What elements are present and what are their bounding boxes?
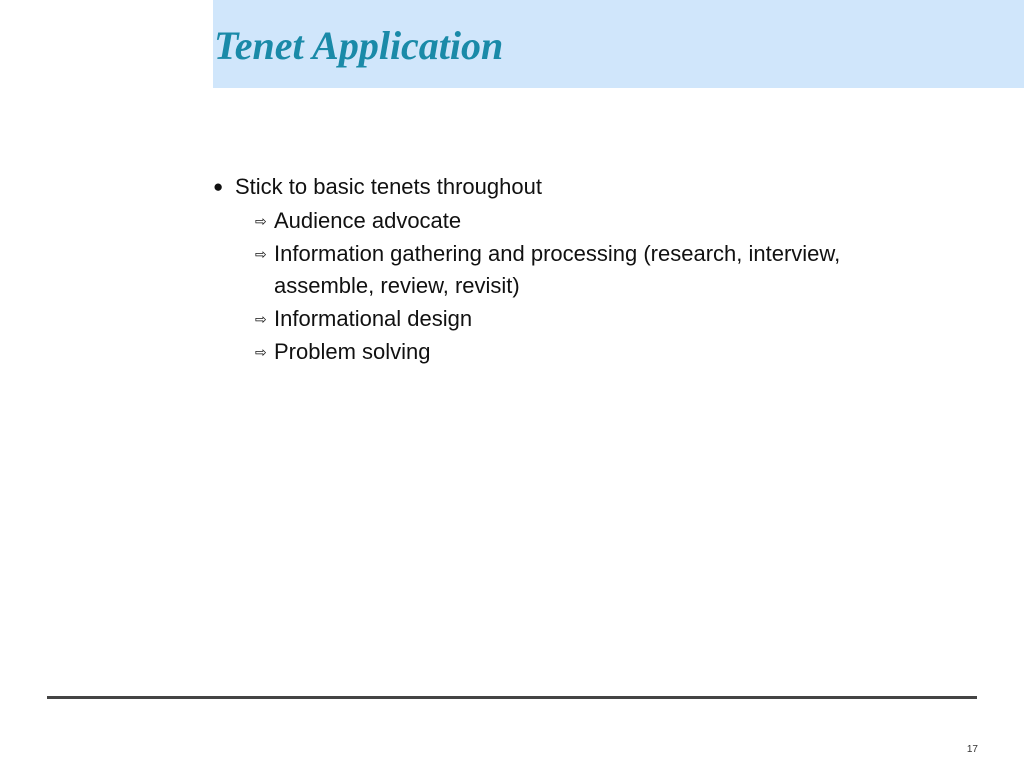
- sub-bullet-text: Information gathering and processing (research, interview, assemble, review, revisit): [274, 241, 841, 298]
- sub-bullet-item: [255, 303, 973, 335]
- page-number: 17: [966, 744, 978, 755]
- sub-bullet-item: [255, 238, 973, 302]
- arrow-right-icon: ⇨: [255, 213, 267, 229]
- sub-bullet-text: Problem solving: [274, 339, 431, 364]
- arrow-right-icon: ⇨: [255, 311, 267, 327]
- slide-content: [213, 170, 973, 368]
- slide-title: Tenet Application: [214, 23, 504, 68]
- sub-bullet-item: [255, 205, 973, 237]
- sub-bullet-text: Audience advocate: [274, 208, 462, 233]
- footer-divider: [47, 696, 977, 699]
- bullet-dot-icon: ●: [213, 177, 224, 196]
- sub-bullet-item: [255, 336, 973, 368]
- arrow-right-icon: ⇨: [255, 246, 267, 262]
- sub-bullet-text: Informational design: [274, 306, 473, 331]
- bullet-text: Stick to basic tenets throughout: [235, 174, 542, 199]
- bullet-item: [213, 170, 973, 204]
- arrow-right-icon: ⇨: [255, 344, 267, 360]
- sub-bullet-list: [213, 205, 973, 368]
